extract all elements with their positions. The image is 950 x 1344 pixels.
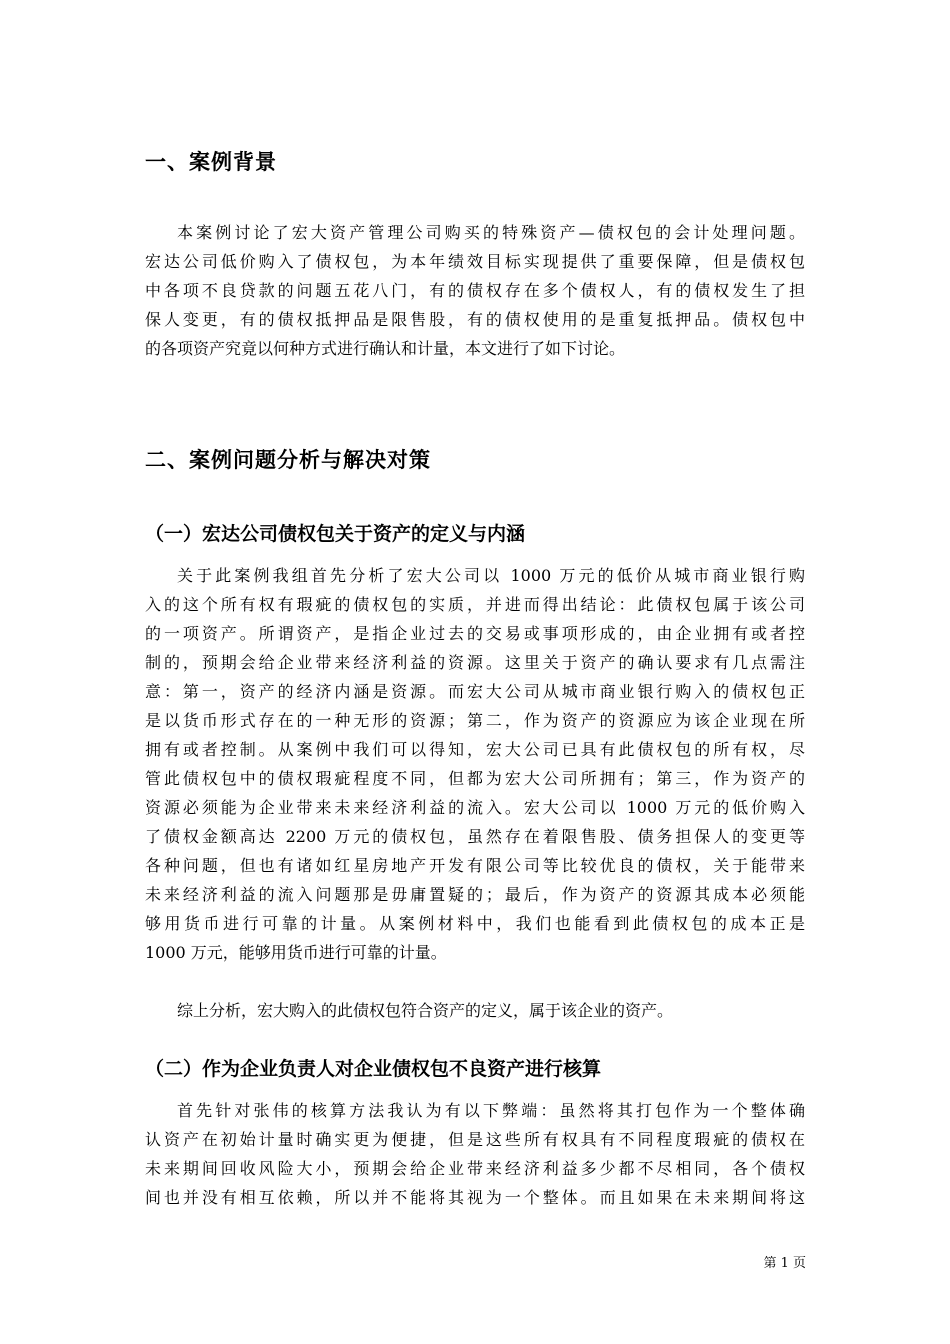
text-line: 保人变更，有的债权抵押品是限售股，有的债权使用的是重复抵押品。债权包中: [145, 310, 805, 329]
text-line: 本案例讨论了宏大资产管理公司购买的特殊资产—债权包的会计处理问题。: [177, 223, 805, 242]
text-line: 中各项不良贷款的问题五花八门，有的债权存在多个债权人，有的债权发生了担: [145, 281, 805, 300]
text-line: 的一项资产。所谓资产，是指企业过去的交易或事项形成的，由企业拥有或者控: [145, 624, 805, 643]
text-line: 的各项资产究竟以何种方式进行确认和计量，本文进行了如下讨论。: [145, 339, 626, 358]
text-line: 了债权金额高达 2200 万元的债权包，虽然存在着限售股、债务担保人的变更等: [145, 827, 805, 846]
subsection2-paragraph: [145, 1096, 805, 1212]
text-line: 未来经济利益的流入问题那是毋庸置疑的；最后，作为资产的资源其成本必须能: [145, 885, 805, 904]
text-line: 各种问题，但也有诸如红星房地产开发有限公司等比较优良的债权，关于能带来: [145, 856, 805, 875]
subsection1-paragraph2: [145, 996, 805, 1025]
text-line: 入的这个所有权有瑕疵的债权包的实质，并进而得出结论：此债权包属于该公司: [145, 595, 805, 614]
text-line: 综上分析，宏大购入的此债权包符合资产的定义，属于该企业的资产。: [177, 1001, 674, 1020]
text-line: 制的，预期会给企业带来经济利益的资源。这里关于资产的确认要求有几点需注: [145, 653, 805, 672]
text-line: 宏达公司低价购入了债权包，为本年绩效目标实现提供了重要保障，但是债权包: [145, 252, 805, 271]
text-line: 拥有或者控制。从案例中我们可以得知，宏大公司已具有此债权包的所有权，尽: [145, 740, 805, 759]
text-line: 是以货币形式存在的一种无形的资源；第二，作为资产的资源应为该企业现在所: [145, 711, 805, 730]
subsection1-paragraph1: [145, 561, 805, 967]
section1-heading: 一、案例背景: [145, 150, 277, 174]
subsection1-heading: （一）宏达公司债权包关于资产的定义与内涵: [145, 523, 526, 545]
section2-heading: 二、案例问题分析与解决对策: [145, 448, 431, 472]
page-number: 第 1 页: [763, 1256, 806, 1271]
text-line: 管此债权包中的债权瑕疵程度不同，但都为宏大公司所拥有；第三，作为资产的: [145, 769, 805, 788]
text-line: 间也并没有相互依赖，所以并不能将其视为一个整体。而且如果在未来期间将这: [145, 1188, 805, 1207]
section1-paragraph: [145, 218, 805, 363]
text-line: 关于此案例我组首先分析了宏大公司以 1000 万元的低价从城市商业银行购: [177, 566, 805, 585]
text-line: 资源必须能为企业带来未来经济利益的流入。宏大公司以 1000 万元的低价购入: [145, 798, 805, 817]
subsection2-heading: （二）作为企业负责人对企业债权包不良资产进行核算: [145, 1058, 602, 1080]
text-line: 未来期间回收风险大小，预期会给企业带来经济利益多少都不尽相同，各个债权: [145, 1159, 805, 1178]
text-line: 够用货币进行可靠的计量。从案例材料中，我们也能看到此债权包的成本正是: [145, 914, 805, 933]
text-line: 首先针对张伟的核算方法我认为有以下弊端：虽然将其打包作为一个整体确: [177, 1101, 805, 1120]
text-line: 1000 万元，能够用货币进行可靠的计量。: [145, 943, 447, 962]
text-line: 认资产在初始计量时确实更为便捷，但是这些所有权具有不同程度瑕疵的债权在: [145, 1130, 805, 1149]
text-line: 意：第一，资产的经济内涵是资源。而宏大公司从城市商业银行购入的债权包正: [145, 682, 805, 701]
